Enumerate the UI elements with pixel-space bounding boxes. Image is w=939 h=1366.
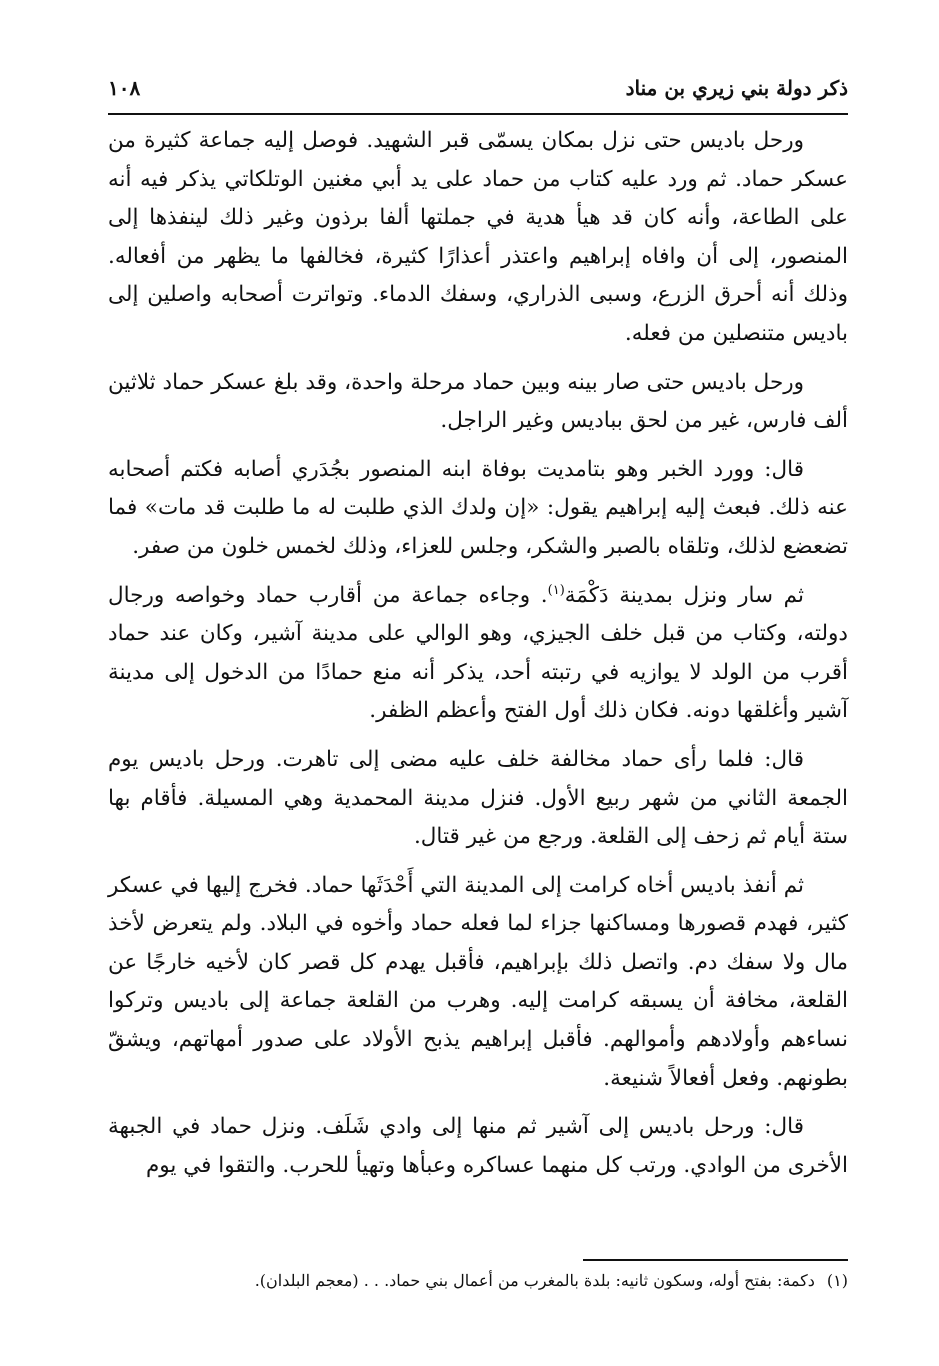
page-header: [108, 68, 848, 108]
footnote-divider: [583, 1259, 848, 1261]
footnote: [108, 1266, 848, 1296]
running-title: ذكر دولة بني زيري بن مناد: [625, 76, 848, 100]
page-number: ١٠٨: [108, 76, 141, 100]
paragraph-3: قال: وورد الخبر وهو بتامديت بوفاة ابنه المنصور بجُدَري أصابه فكتم أصحابه عنه ذلك. فبعث إليه إبراهيم يقول: «إن ولدك الذي طلبت له ما طلبت قد مات» فما تضعضع لذلك، وتلقاه بالصبر والشكر، وجلس للعزاء، وذلك لخمس خلون من صفر.: [108, 456, 848, 559]
footnote-number: (١): [826, 1271, 848, 1290]
footnote-text: دكمة: بفتح أوله، وسكون ثانيه: بلدة بالمغرب من أعمال بني حماد. . . (معجم البلدان).: [254, 1271, 815, 1290]
paragraph-4-lead: ثم سار ونزل بمدينة دَكْمَة: [564, 582, 804, 608]
paragraph-5: قال: فلما رأى حماد مخالفة خلف عليه مضى إلى تاهرت. ورحل باديس يوم الجمعة الثاني من شهر ربيع الأول. فنزل مدينة المحمدية وهي المسيلة. فأقام بها ستة أيام ثم زحف إلى القلعة. ورجع من غير قتال.: [108, 746, 848, 850]
paragraph-4-rest: وجاءه جماعة من أقارب حماد وخواصه ورجال دولته، وكتاب من قبل خلف الجيزي، وهو الوالي على مدينة آشير، وكان عند حماد أقرب من الولد لا يوازيه في رتبته أحد، يذكر أنه منع حمادًا من الدخول إلى مدينة آشير وأغلقها دونه. فكان ذلك أول الفتح وأعظم الظفر.: [108, 582, 848, 724]
paragraph-7: قال: ورحل باديس إلى آشير ثم منها إلى وادي شَلَف. ونزل حماد في الجبهة الأخرى من الوادي. ورتب كل منهما عساكره وعبأها وتهيأ للحرب. والتقوا في يوم: [108, 1114, 848, 1178]
main-text: [108, 122, 848, 1195]
footnote-reference[interactable]: (١): [547, 582, 565, 598]
paragraph-4: ثم سار ونزل بمدينة دَكْمَة$^{(١)}$. وجاءه جماعة من أقارب حماد وخواصه ورجال دولته، وكتاب من قبل خلف الجيزي، وهو الوالي على مدينة آشير، وكان عند حماد أقرب من الولد لا يوازيه في رتبته أحد، يذكر أنه منع حمادًا من الدخول إلى مدينة آشير وأغلقها دونه. فكان ذلك أول الفتح وأعظم الظفر.: [108, 582, 848, 724]
paragraph-2: ورحل باديس حتى صار بينه وبين حماد مرحلة واحدة، وقد بلغ عسكر حماد ثلاثين ألف فارس، غير من لحق بباديس وغير الراجل.: [108, 369, 848, 434]
paragraph-6: ثم أنفذ باديس أخاه كرامت إلى المدينة التي أَحْدَثَها حماد. فخرج إليها في عسكر كثير، فهدم قصورها ومساكنها جزاء لما فعله حماد وأخوه في البلاد. ولم يتعرض لأخذ مال ولا سفك دم. واتصل ذلك بإبراهيم، فأقبل يهدم كل قصر كان لأخيه خارجًا عن القلعة، مخافة أن يسبقه كرامت إليه. وهرب من القلعة جماعة إلى باديس وتركوا نساءهم وأولادهم وأموالهم. فأقبل إبراهيم يذبح الأولاد على صدور أمهاتهم، ويشقّ بطونهم. وفعل أفعالاً شنيعة.: [108, 872, 848, 1091]
header-divider: [108, 113, 848, 115]
paragraph-1: ورحل باديس حتى نزل بمكان يسمّى قبر الشهيد. فوصل إليه جماعة كثيرة من عسكر حماد. ثم ورد عليه كتاب من حماد على يد أبي مغنين الوتلكاتي يذكر فيه أنه على الطاعة، وأنه كان قد هيأ هدية في جملتها ألفا برذون وغير ذلك لينفذها إلى المنصور، إلى أن وافاه إبراهيم واعتذر أعذارًا كثيرة، فخالفها ما يظهر من أفعاله. وذلك أنه أحرق الزرع، وسبى الذراري، وسفك الدماء. وتواترت أصحابه واصلين إلى باديس متنصلين من فعله.: [108, 128, 848, 346]
